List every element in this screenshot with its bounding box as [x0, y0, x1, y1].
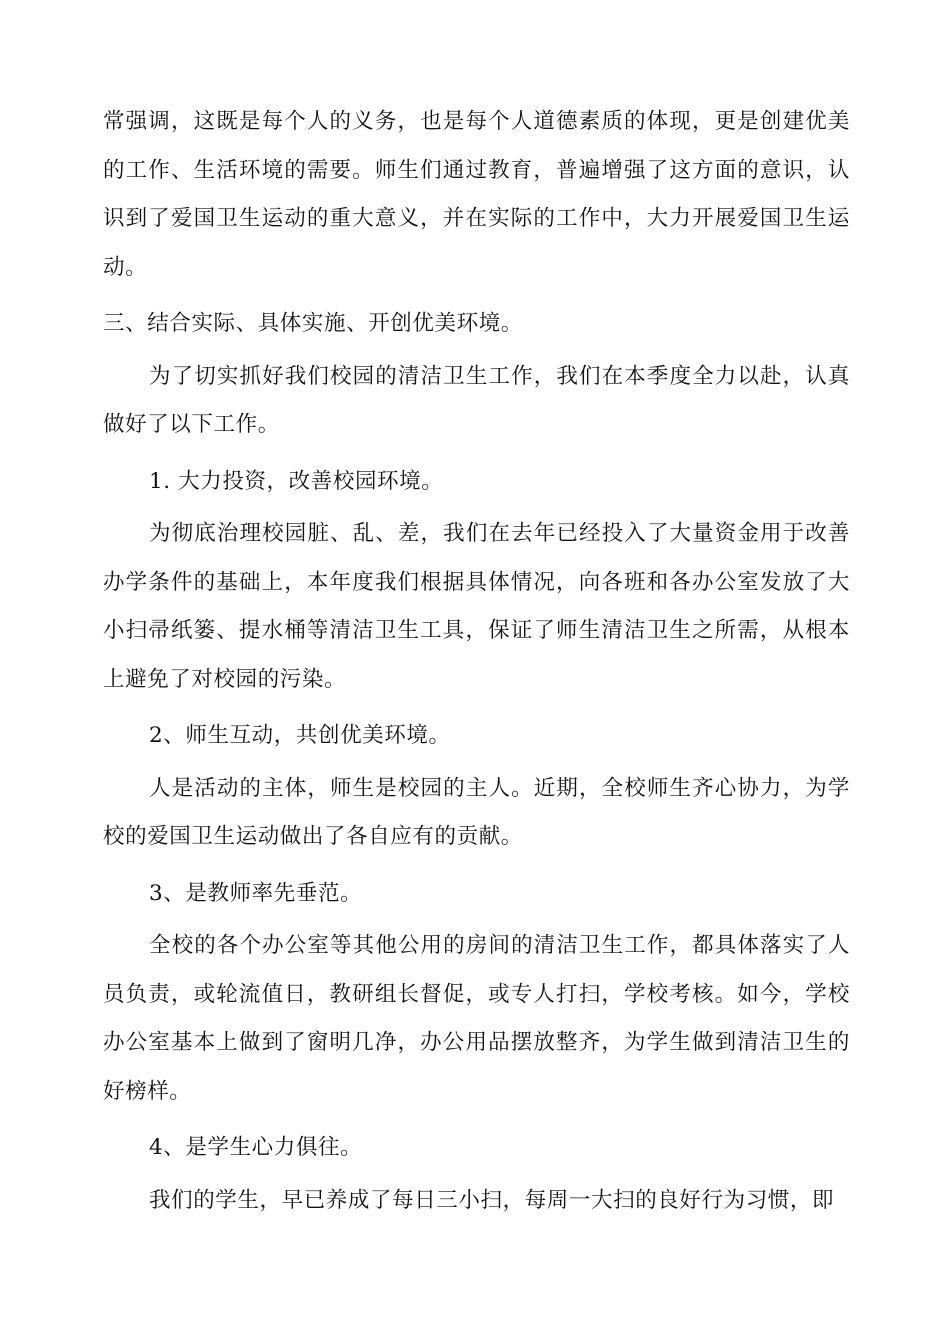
list-heading-1: 1. 大力投资，改善校园环境。	[149, 468, 444, 494]
paragraph-intro: 为了切实抓好我们校园的清洁卫生工作，我们在本季度全力以赴，认真做好了以下工作。	[103, 363, 850, 437]
paragraph-continuation: 常强调，这既是每个人的义务，也是每个人道德素质的体现，更是创建优美的工作、生活环境的需要。师生们通过教育，普遍增强了这方面的意识，认识到了爱国卫生运动的重大意义，并在实际的工作中，大力开展爱国卫生运动。	[103, 109, 850, 280]
paragraph-interaction: 人是活动的主体，师生是校园的主人。近期，全校师生齐心协力，为学校的爱国卫生运动做出了各自应有的贡献。	[103, 775, 850, 849]
list-heading-4: 4、是学生心力俱往。	[149, 1135, 363, 1160]
paragraph-investment: 为彻底治理校园脏、乱、差，我们在去年已经投入了大量资金用于改善办学条件的基础上，本年度我们根据具体情况，向各班和各办公室发放了大小扫帚纸篓、提水桶等清洁卫生工具，保证了师生清洁卫生之所需，从根本上避免了对校园的污染。	[103, 521, 850, 692]
section-heading-three: 三、结合实际、具体实施、开创优美环境。	[103, 311, 523, 336]
list-heading-2: 2、师生互动，共创优美环境。	[149, 723, 451, 748]
paragraph-students: 我们的学生，早已养成了每日三小扫，每周一大扫的良好行为习惯，即	[149, 1187, 835, 1213]
list-heading-3: 3、是教师率先垂范。	[149, 880, 363, 906]
document-body	[103, 98, 850, 1225]
paragraph-teachers: 全校的各个办公室等其他公用的房间的清洁卫生工作，都具体落实了人员负责，或轮流值日，教研组长督促，或专人打扫，学校考核。如今，学校办公室基本上做到了窗明几净，办公用品摆放整齐，为学生做到清洁卫生的好榜样。	[103, 933, 850, 1104]
